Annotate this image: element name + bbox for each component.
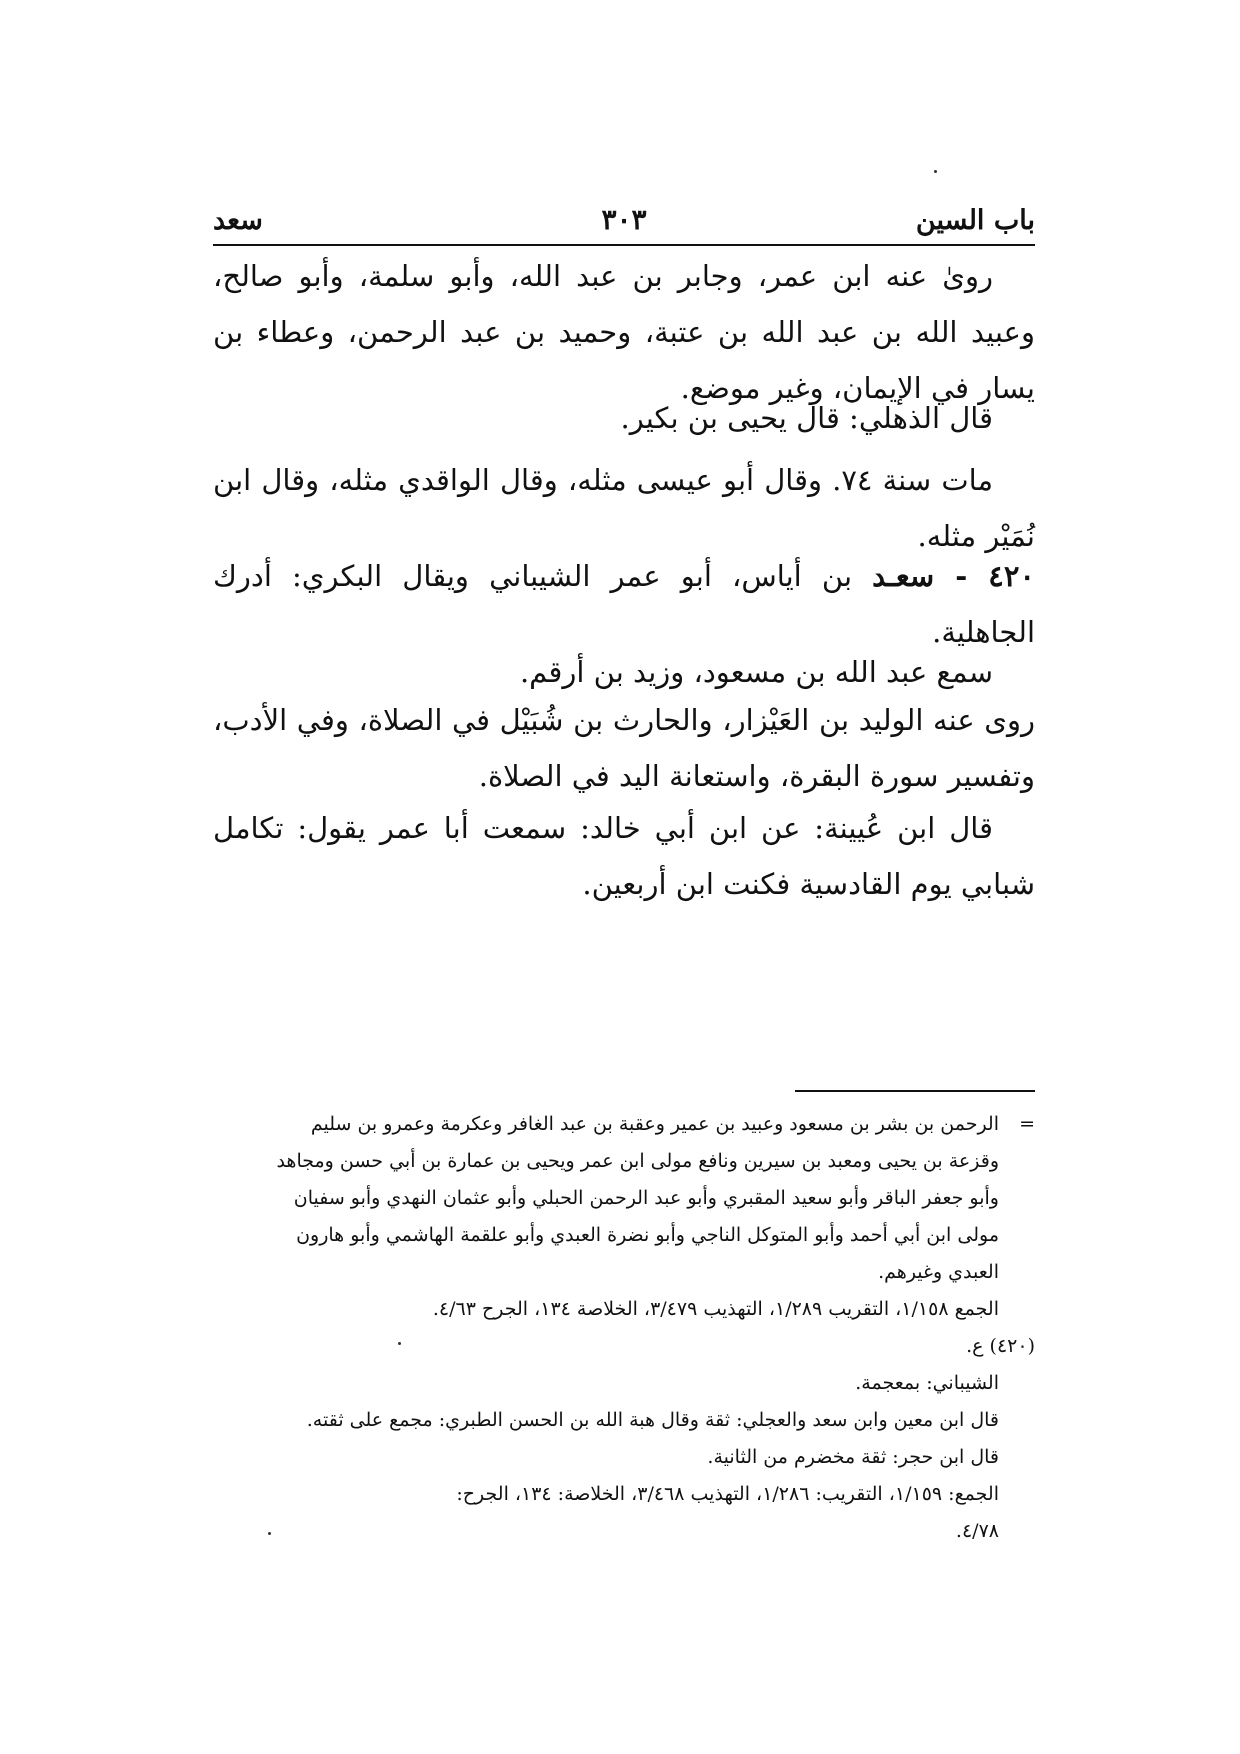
scan-speck bbox=[934, 170, 937, 173]
header-divider bbox=[213, 244, 1035, 246]
footnote-note: قال ابن حجر: ثقة مخضرم من الثانية. bbox=[707, 1446, 999, 1468]
entry-text: بن أياس، أبو عمر الشيباني ويقال البكري: أدرك الجاهلية. bbox=[213, 559, 1035, 649]
footnote-line: وأبو جعفر الباقر وأبو سعيد المقبري وأبو عبد الرحمن الحبلي وأبو عثمان النهدي وأبو سفيان bbox=[293, 1187, 999, 1209]
footnote-references: الجمع: ١/١٥٩، التقريب: ١/٢٨٦، التهذيب ٣/٤٦٨، الخلاصة: ١٣٤، الجرح: bbox=[456, 1483, 999, 1505]
footnote-line: وقزعة بن يحيى ومعبد بن سيرين ونافع مولى ابن عمر ويحيى بن عمارة بن أبي حسن ومجاهد bbox=[276, 1150, 999, 1172]
running-header bbox=[213, 205, 1035, 239]
scan-speck bbox=[268, 1532, 271, 1535]
paragraph-narrators: رویٰ عنه ابن عمر، وجابر بن عبد الله، وأبو سلمة، وأبو صالح، وعبيد الله بن عبد الله بن عتبة، وحميد بن عبد الرحمن، وعطاء بن يسار في الإيمان، وغير موضع. bbox=[213, 259, 1035, 405]
footnote-references: الجمع ١/١٥٨، التقريب ١/٢٨٩، التهذيب ٣/٤٧٩، الخلاصة ١٣٤، الجرح ٤/٦٣. bbox=[432, 1298, 999, 1320]
continuation-mark: = bbox=[1019, 1113, 1035, 1135]
entry-title: سعد bbox=[213, 205, 263, 236]
paragraph-death-year: مات سنة ٧٤. وقال أبو عيسى مثله، وقال الواقدي مثله، وقال ابن نُمَيْر مثله. bbox=[213, 463, 1035, 553]
footnote-note: الشيباني: بمعجمة. bbox=[855, 1372, 999, 1394]
page-number: ٣٠٣ bbox=[601, 203, 647, 236]
paragraph-heard-from: سمع عبد الله بن مسعود، وزيد بن أرقم. bbox=[519, 655, 993, 689]
footnote-line: الرحمن بن بشر بن مسعود وعبيد بن عمير وعقبة بن عبد الغافر وعكرمة وعمرو بن سليم bbox=[310, 1113, 999, 1135]
paragraph-narrated-by: روى عنه الوليد بن العَيْزار، والحارث بن شُبَيْل في الصلاة، وفي الأدب، وتفسير سورة البقرة، واستعانة اليد في الصلاة. bbox=[213, 703, 1035, 793]
chapter-title: باب السين bbox=[915, 205, 1035, 236]
footnote-note: قال ابن معين وابن سعد والعجلي: ثقة وقال هبة الله بن الحسن الطبري: مجمع على ثقته. bbox=[306, 1409, 999, 1431]
footnote-line: مولى ابن أبي أحمد وأبو المتوكل الناجي وأبو نضرة العبدي وأبو علقمة الهاشمي وأبو هارون bbox=[296, 1224, 999, 1246]
footnote-line: العبدي وغيرهم. bbox=[878, 1261, 999, 1283]
footnote-divider bbox=[795, 1090, 1035, 1092]
scan-speck bbox=[398, 1342, 401, 1345]
paragraph-ibn-uyayna: قال ابن عُيينة: عن ابن أبي خالد: سمعت أبا عمر يقول: تكامل شبابي يوم القادسية فكنت ابن أربعين. bbox=[213, 811, 1035, 901]
entry-number: ٤٢٠ - سعـد bbox=[872, 559, 1035, 593]
footnote-entry-mark: (٤٢٠) ع. bbox=[966, 1335, 1035, 1357]
paragraph-dhuhli: قال الذهلي: قال يحيى بن بكير. bbox=[620, 401, 993, 435]
footnote-references: ٤/٧٨. bbox=[955, 1520, 999, 1542]
